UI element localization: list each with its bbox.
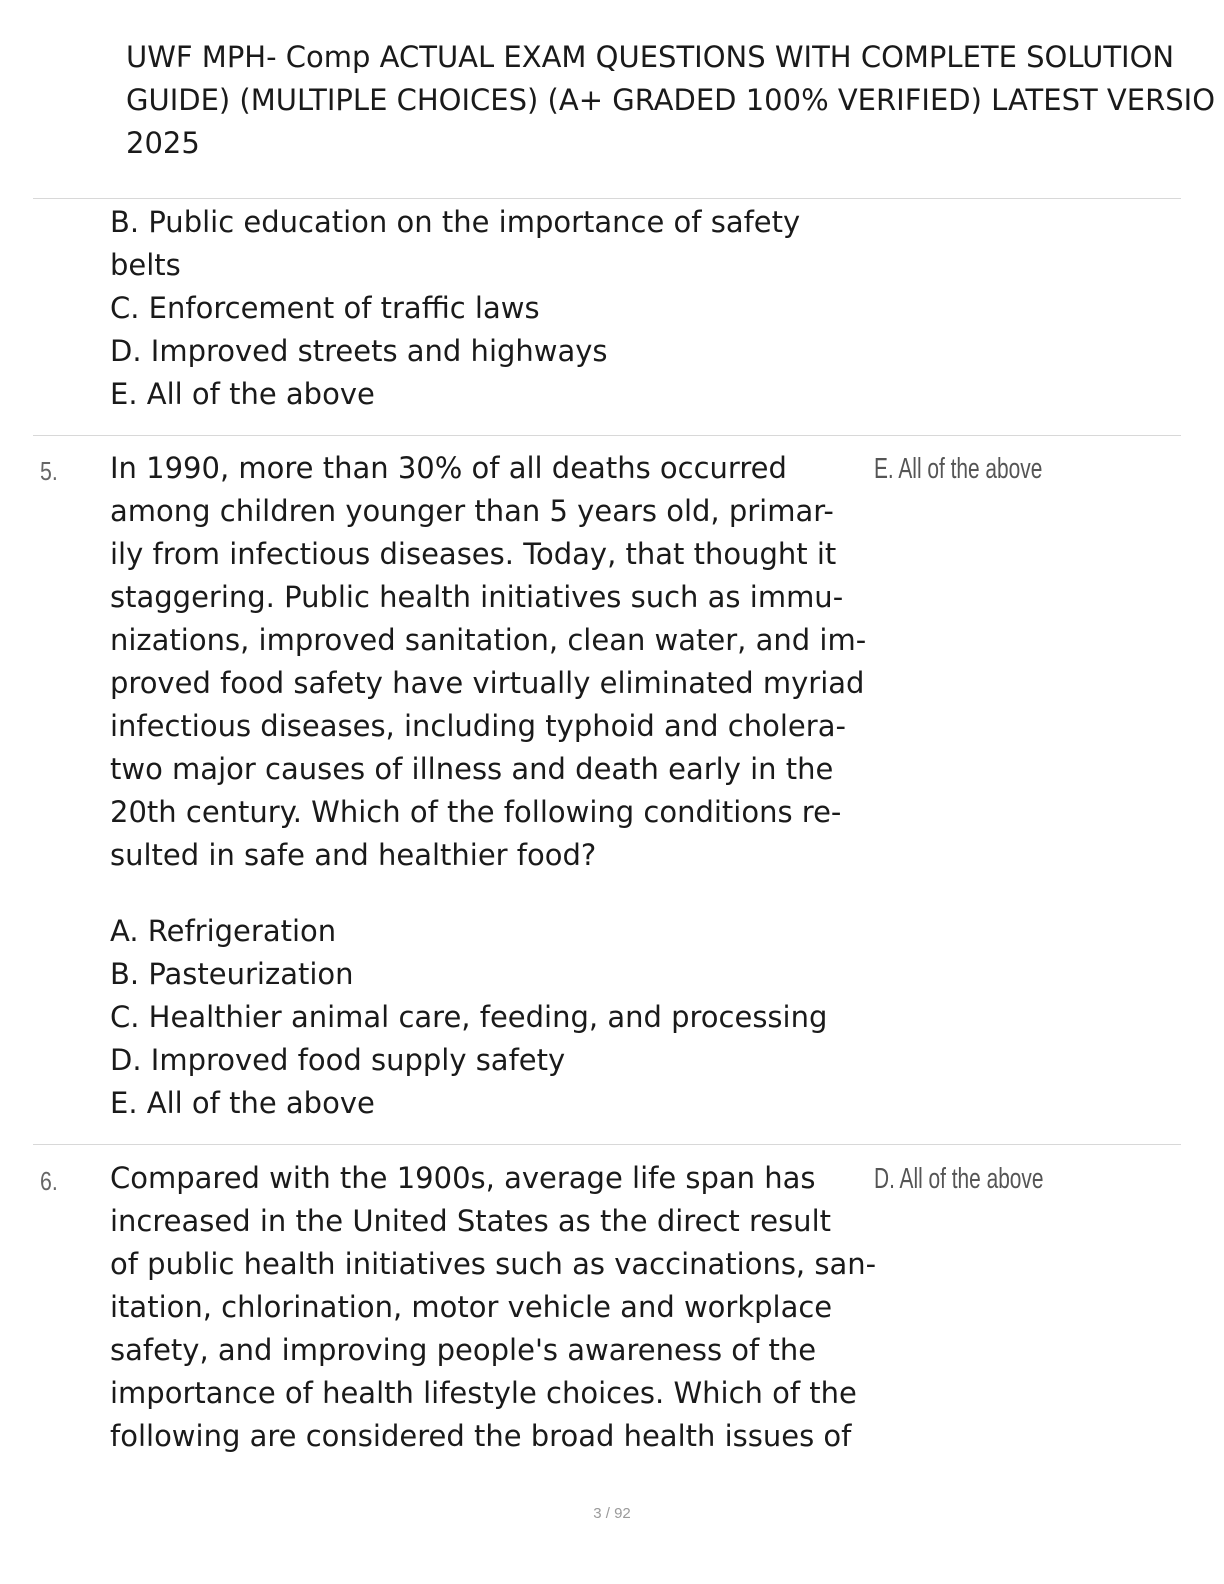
question-line: among children younger than 5 years old, primar- (110, 494, 834, 528)
title-line: UWF MPH- Comp ACTUAL EXAM QUESTIONS WITH COMPLETE SOLUTION (126, 40, 1175, 74)
question-line: two major causes of illness and death early in the (110, 752, 834, 786)
option-text: D. Improved streets and highways (110, 334, 608, 368)
option-text: belts (110, 248, 181, 282)
option-text: C. Enforcement of traffic laws (110, 291, 540, 325)
question-line: proved food safety have virtually eliminated myriad (110, 666, 865, 700)
question-line: nizations, improved sanitation, clean water, and im- (110, 623, 867, 657)
question-line: importance of health lifestyle choices. Which of the (110, 1376, 857, 1410)
option-text: B. Public education on the importance of safety (110, 205, 801, 239)
question-number: 5. (40, 456, 58, 486)
title-line: GUIDE) (MULTIPLE CHOICES) (A+ GRADED 100% VERIFIED) LATEST VERSIO (126, 83, 1216, 117)
question-line: increased in the United States as the direct result (110, 1204, 831, 1238)
question-line: itation, chlorination, motor vehicle and workplace (110, 1290, 833, 1324)
page-number: 3 / 92 (593, 1505, 631, 1522)
question-line: sulted in safe and healthier food? (110, 838, 597, 872)
question-6-text (110, 1157, 877, 1458)
option-text: B. Pasteurization (110, 957, 354, 991)
answer-text: E. All of the above (874, 453, 1043, 485)
answer-text: D. All of the above (874, 1163, 1044, 1195)
document-title (126, 36, 1224, 165)
question-line: Compared with the 1900s, average life span has (110, 1161, 816, 1195)
option-text: E. All of the above (110, 1086, 375, 1120)
question-line: staggering. Public health initiatives such as immu- (110, 580, 844, 614)
divider (33, 198, 1181, 199)
question-line: 20th century. Which of the following conditions re- (110, 795, 842, 829)
previous-question-options (110, 201, 870, 416)
question-line: infectious diseases, including typhoid and cholera- (110, 709, 846, 743)
option-text: C. Healthier animal care, feeding, and processing (110, 1000, 828, 1034)
question-5-options (110, 910, 870, 1125)
question-line: of public health initiatives such as vaccinations, san- (110, 1247, 877, 1281)
question-line: safety, and improving people's awareness of the (110, 1333, 817, 1367)
title-line: 2025 (126, 126, 200, 160)
question-5-text (110, 447, 870, 877)
option-text: D. Improved food supply safety (110, 1043, 566, 1077)
question-line: ily from infectious diseases. Today, that thought it (110, 537, 837, 571)
option-text: A. Refrigeration (110, 914, 337, 948)
divider (33, 435, 1181, 436)
question-line: In 1990, more than 30% of all deaths occurred (110, 451, 787, 485)
option-text: E. All of the above (110, 377, 375, 411)
question-number: 6. (40, 1166, 58, 1196)
question-line: following are considered the broad health issues of (110, 1419, 852, 1453)
divider (33, 1144, 1181, 1145)
